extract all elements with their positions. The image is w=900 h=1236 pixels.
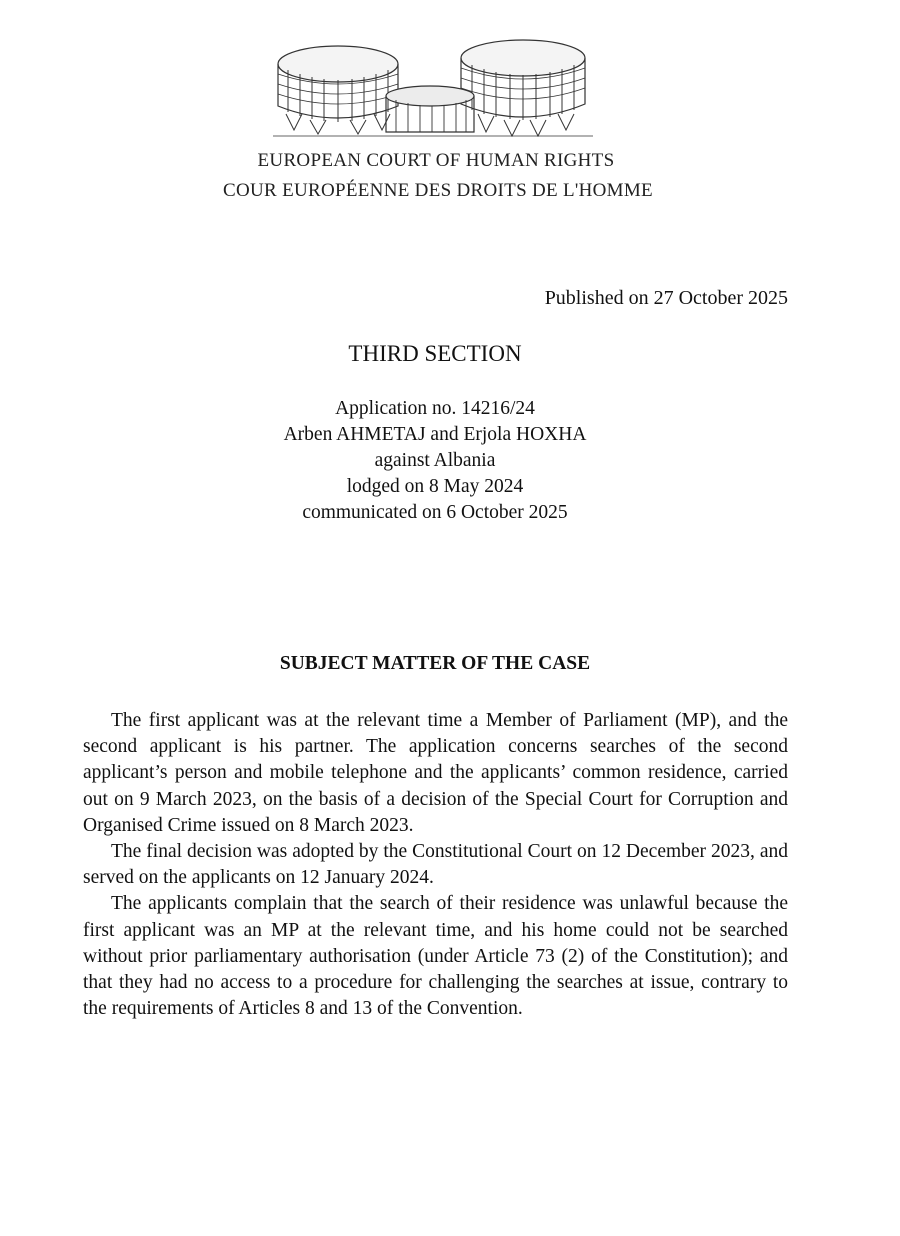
court-building-icon bbox=[268, 34, 598, 144]
application-block bbox=[0, 396, 870, 526]
court-name-en: EUROPEAN COURT OF HUMAN RIGHTS bbox=[257, 150, 615, 171]
subject-heading: SUBJECT MATTER OF THE CASE bbox=[279, 653, 591, 674]
paragraph: The first applicant was at the relevant time a Member of Parliament (MP), and the second applicant is his partner. The application concerns searches of the second applicant’s person and mobile telephone and the applicants’ common residence, carried out on 9 March 2023, on the basis of a decision of the Special Court for Corruption and Organised Crime issued on 8 March 2023. bbox=[83, 710, 788, 836]
paragraph: The applicants complain that the search of their residence was unlawful because the first applicant was an MP at the relevant time, and his home could not be searched without prior parliamentary authorisation (under Article 73 (2) of the Constitution); and that they had no access to a procedure for challenging the searches at issue, contrary to the requirements of Articles 8 and 13 of the Convention. bbox=[83, 893, 788, 1020]
subject-body bbox=[83, 708, 788, 1022]
communicated-date: communicated on 6 October 2025 bbox=[302, 502, 568, 523]
applicant-names: Arben AHMETAJ and Erjola HOXHA bbox=[283, 424, 587, 445]
respondent-state: against Albania bbox=[374, 450, 496, 471]
paragraph: The final decision was adopted by the Constitutional Court on 12 December 2023, and served on the applicants on 12 January 2024. bbox=[83, 841, 788, 889]
court-name-fr: COUR EUROPÉENNE DES DROITS DE L'HOMME bbox=[223, 180, 653, 201]
application-number: Application no. 14216/24 bbox=[335, 398, 535, 419]
section-title: THIRD SECTION bbox=[348, 341, 522, 366]
publication-date: Published on 27 October 2025 bbox=[544, 287, 788, 309]
lodged-date: lodged on 8 May 2024 bbox=[346, 476, 524, 497]
